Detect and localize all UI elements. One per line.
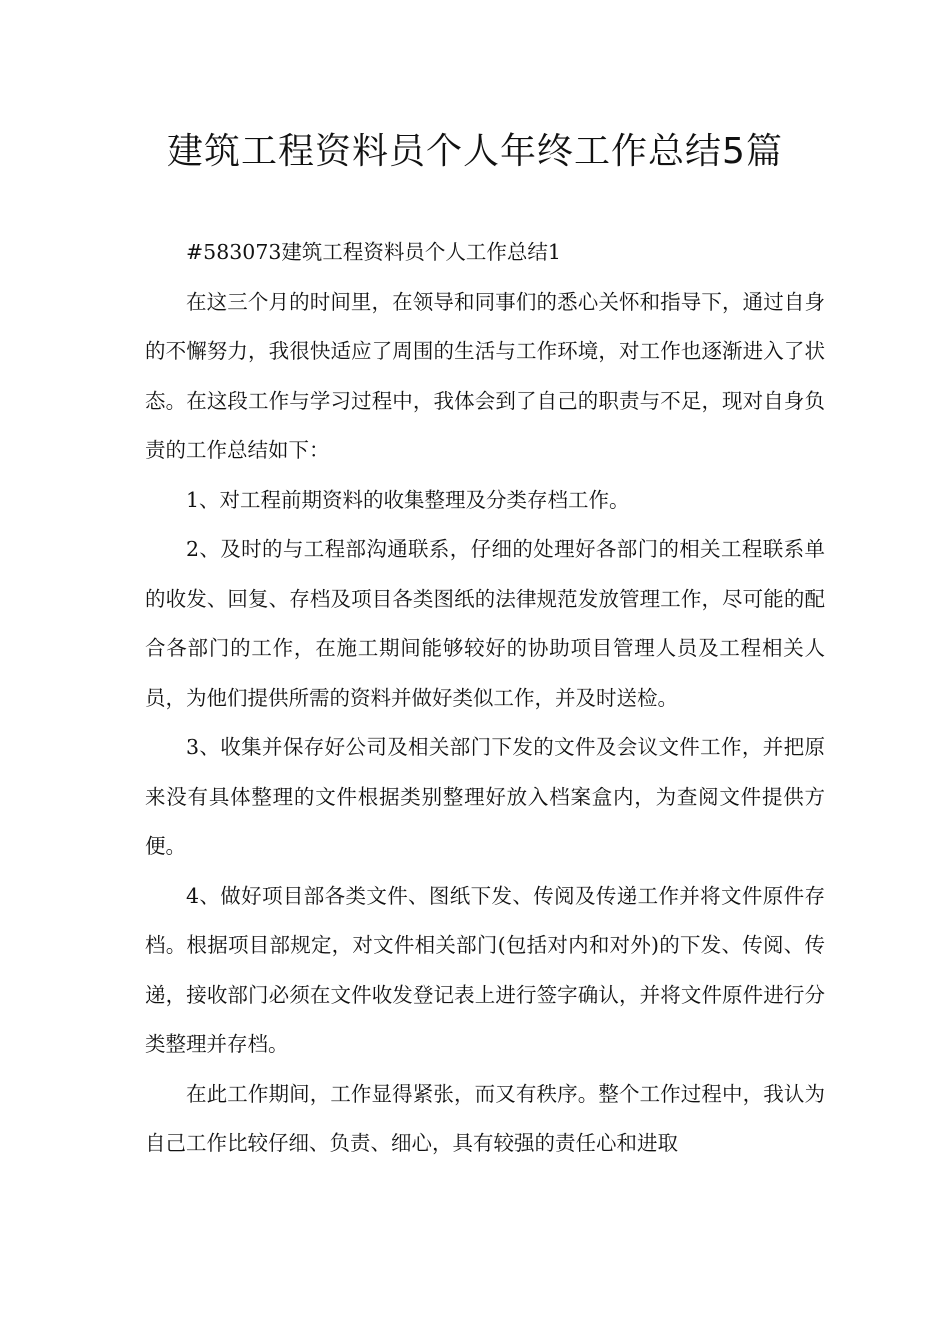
section-heading: #583073建筑工程资料员个人工作总结1 xyxy=(186,240,561,264)
list-item-1: 1、对工程前期资料的收集整理及分类存档工作。 xyxy=(186,487,630,512)
list-item-4: 4、做好项目部各类文件、图纸下发、传阅及传递工作并将文件原件存档。根据项目部规定，对文件相关部门(包括对内和对外)的下发、传阅、传递，接收部门必须在文件收发登记表上进行签字确认，并将文件原件进行分类整理并存档。 xyxy=(145,883,825,1056)
document-title: 建筑工程资料员个人年终工作总结5篇 xyxy=(167,131,783,172)
list-item-2: 2、及时的与工程部沟通联系，仔细的处理好各部门的相关工程联系单的收发、回复、存档及项目各类图纸的法律规范发放管理工作，尽可能的配合各部门的工作，在施工期间能够较好的协助项目管理人员及工程相关人员，为他们提供所需的资料并做好类似工作，并及时送检。 xyxy=(145,537,825,710)
document-body xyxy=(145,228,825,1169)
intro-paragraph: 在这三个月的时间里，在领导和同事们的悉心关怀和指导下，通过自身的不懈努力，我很快适应了周围的生活与工作环境，对工作也逐渐进入了状态。在这段工作与学习过程中，我体会到了自己的职责与不足，现对自身负责的工作总结如下： xyxy=(145,289,825,462)
summary-paragraph: 在此工作期间，工作显得紧张，而又有秩序。整个工作过程中，我认为自己工作比较仔细、负责、细心，具有较强的责任心和进取 xyxy=(145,1081,825,1155)
list-item-3: 3、收集并保存好公司及相关部门下发的文件及会议文件工作，并把原来没有具体整理的文件根据类别整理好放入档案盒内，为查阅文件提供方便。 xyxy=(145,735,825,858)
